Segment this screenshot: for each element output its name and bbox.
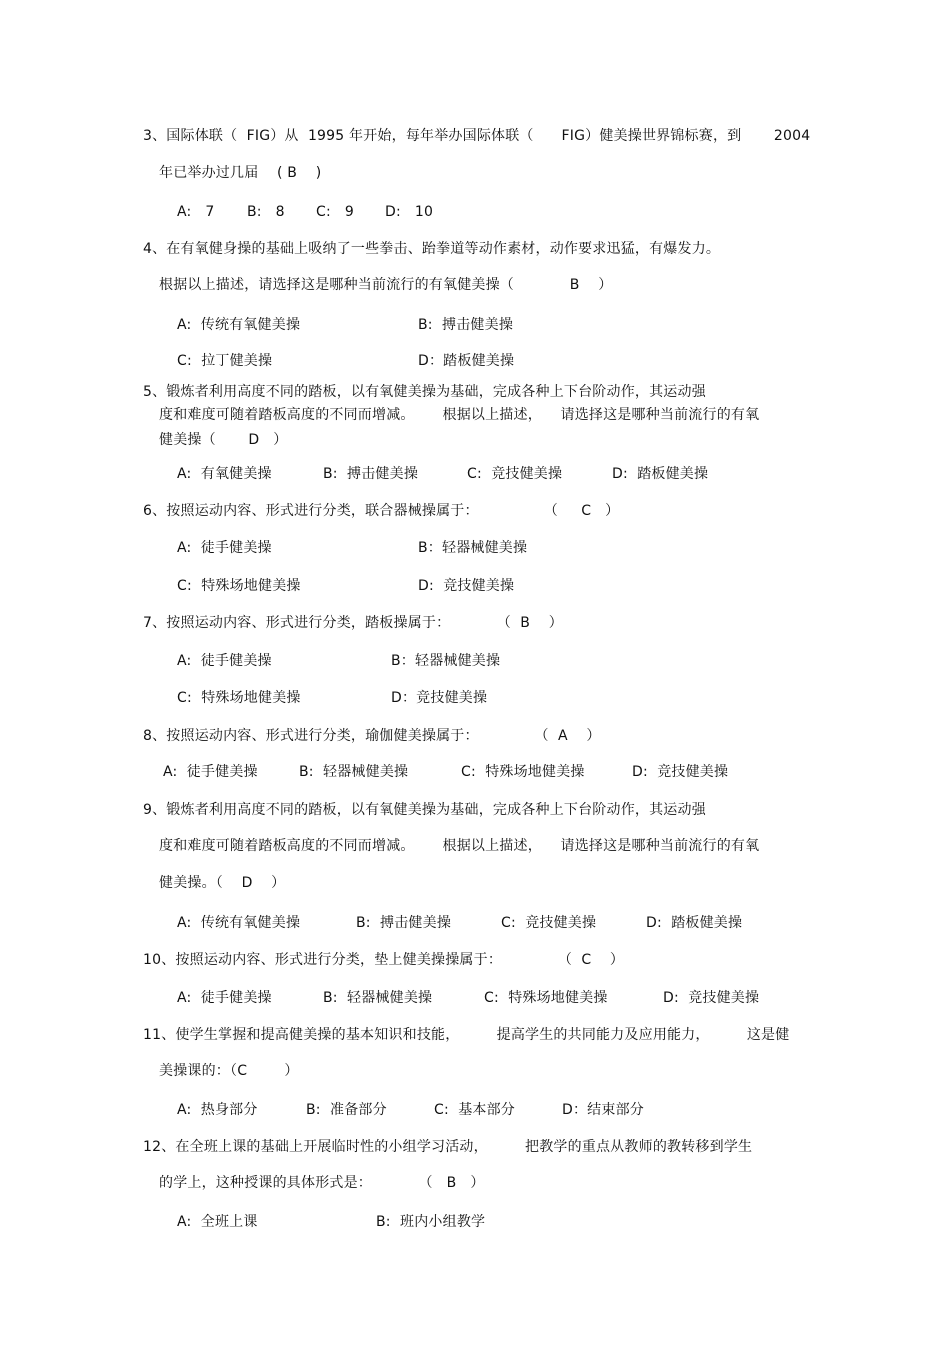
question-8-option-a: A: 徒手健美操 (163, 764, 258, 780)
question-12-option-b: B: 班内小组教学 (376, 1214, 486, 1230)
question-3-option-c: C: 9 (316, 204, 354, 220)
question-3-option-b: B: 8 (247, 204, 285, 220)
question-8-option-c: C: 特殊场地健美操 (461, 764, 585, 780)
question-11-option-a: A: 热身部分 (177, 1102, 258, 1118)
question-6-option-d: D: 竞技健美操 (418, 578, 515, 594)
question-12-line-2: 的学上，这种授课的具体形式是： （ B ） (159, 1175, 485, 1191)
question-4-option-b: B: 搏击健美操 (418, 317, 514, 333)
question-7-line-1: 7、按照运动内容、形式进行分类，踏板操属于： （ B ） (143, 615, 563, 631)
question-9-option-a: A: 传统有氧健美操 (177, 915, 301, 931)
question-10-option-d: D: 竞技健美操 (663, 990, 760, 1006)
question-3-line-1: 3、国际体联（ FIG）从 1995 年开始，每年举办国际体联（ FIG）健美操世界锦标赛，到 2004 (143, 128, 811, 144)
question-6-option-b: B：轻器械健美操 (418, 540, 528, 556)
question-7-option-a: A: 徒手健美操 (177, 653, 272, 669)
question-5-line-2: 度和难度可随着踏板高度的不同而增减。 根据以上描述， 请选择这是哪种当前流行的有氧 (159, 407, 760, 423)
question-9-option-d: D: 踏板健美操 (646, 915, 743, 931)
question-6-line-1: 6、按照运动内容、形式进行分类，联合器械操属于： （ C ） (143, 503, 620, 519)
question-9-line-3: 健美操。（ D ） (159, 875, 286, 891)
question-6-option-c: C: 特殊场地健美操 (177, 578, 301, 594)
question-7-option-c: C: 特殊场地健美操 (177, 690, 301, 706)
question-10-option-c: C: 特殊场地健美操 (484, 990, 608, 1006)
question-3-line-2: 年已举办过几届 ( B ) (159, 165, 322, 181)
question-9-option-b: B: 搏击健美操 (356, 915, 452, 931)
question-8-line-1: 8、按照运动内容、形式进行分类，瑜伽健美操属于： （ A ） (143, 728, 601, 744)
question-11-line-1: 11、使学生掌握和提高健美操的基本知识和技能， 提高学生的共同能力及应用能力， 这是健 (143, 1027, 790, 1043)
question-4-line-1: 4、在有氧健身操的基础上吸纳了一些拳击、跆拳道等动作素材，动作要求迅猛，有爆发力。 (143, 241, 721, 257)
question-6-option-a: A: 徒手健美操 (177, 540, 272, 556)
question-10-option-b: B: 轻器械健美操 (323, 990, 433, 1006)
question-10-option-a: A: 徒手健美操 (177, 990, 272, 1006)
question-12-line-1: 12、在全班上课的基础上开展临时性的小组学习活动， 把教学的重点从教师的教转移到学生 (143, 1139, 753, 1155)
question-11-option-d: D：结束部分 (562, 1102, 644, 1118)
question-5-line-1: 5、锻炼者利用高度不同的踏板，以有氧健美操为基础，完成各种上下台阶动作，其运动强 (143, 384, 706, 400)
question-8-option-d: D: 竞技健美操 (632, 764, 729, 780)
question-9-line-2: 度和难度可随着踏板高度的不同而增减。 根据以上描述， 请选择这是哪种当前流行的有氧 (159, 838, 760, 854)
question-4-option-c: C: 拉丁健美操 (177, 353, 273, 369)
question-3-option-a: A: 7 (177, 204, 215, 220)
question-4-option-a: A: 传统有氧健美操 (177, 317, 301, 333)
question-8-option-b: B: 轻器械健美操 (299, 764, 409, 780)
question-5-option-d: D: 踏板健美操 (612, 466, 709, 482)
question-3-option-d: D: 10 (385, 204, 434, 220)
question-9-option-c: C: 竞技健美操 (501, 915, 597, 931)
question-7-option-b: B：轻器械健美操 (391, 653, 501, 669)
question-7-option-d: D：竞技健美操 (391, 690, 488, 706)
question-5-option-a: A: 有氧健美操 (177, 466, 272, 482)
question-4-line-2: 根据以上描述，请选择这是哪种当前流行的有氧健美操（ B ） (159, 277, 613, 293)
question-5-option-c: C: 竞技健美操 (467, 466, 563, 482)
question-4-option-d: D：踏板健美操 (418, 353, 515, 369)
question-5-option-b: B: 搏击健美操 (323, 466, 419, 482)
question-11-option-c: C: 基本部分 (434, 1102, 515, 1118)
question-9-line-1: 9、锻炼者利用高度不同的踏板，以有氧健美操为基础，完成各种上下台阶动作，其运动强 (143, 802, 706, 818)
question-11-option-b: B: 准备部分 (306, 1102, 387, 1118)
question-5-line-3: 健美操（ D ） (159, 432, 288, 448)
question-10-line-1: 10、按照运动内容、形式进行分类，垫上健美操操属于： （ C ） (143, 952, 625, 968)
question-11-line-2: 美操课的：（C ） (159, 1063, 299, 1079)
question-12-option-a: A: 全班上课 (177, 1214, 258, 1230)
